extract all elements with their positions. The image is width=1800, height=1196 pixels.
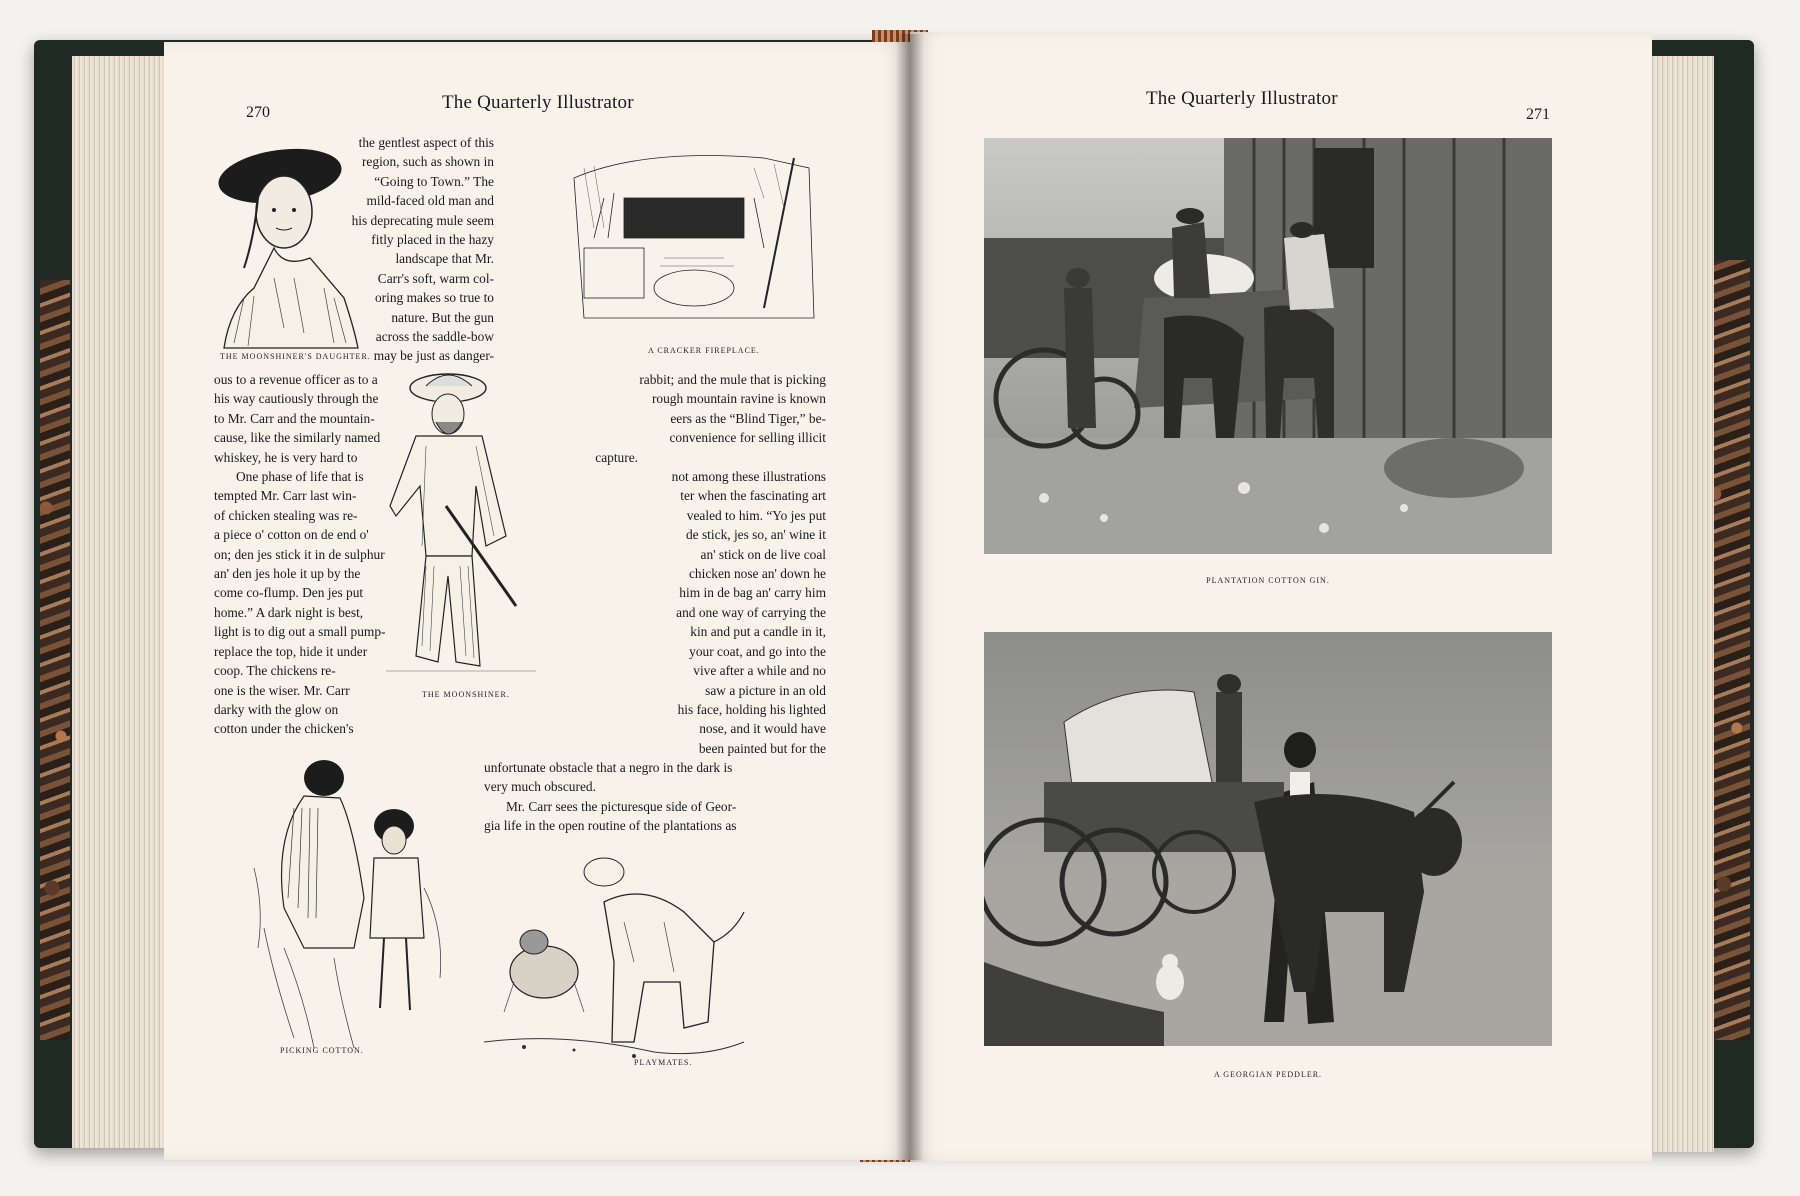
marbled-endpaper-left	[40, 280, 70, 1040]
caption-plantation-cotton-gin: PLANTATION COTTON GIN.	[1206, 576, 1330, 585]
text-column-d: unfortunate obstacle that a negro in the dark is very much obscured. Mr. Carr sees the picturesque side of Geor- gia life in the open routine of the plantations as	[484, 760, 737, 834]
book-gutter	[896, 34, 924, 1160]
running-head-right: The Quarterly Illustrator	[1146, 88, 1338, 109]
georgian-peddler-plate	[984, 632, 1552, 1046]
text-column-a: the gentlest aspect of this region, such as shown in “Going to Town.” The mild-faced old man and his deprecating mule seem fitly placed in the hazy landscape that Mr. Carr's soft, warm col- oring makes so true to nature. But the gun across the saddle-bow may be just as danger-	[351, 135, 494, 364]
running-head-left: The Quarterly Illustrator	[442, 92, 634, 113]
caption-moonshiners-daughter: THE MOONSHINER'S DAUGHTER.	[220, 352, 371, 361]
caption-georgian-peddler: A GEORGIAN PEDDLER.	[1213, 1070, 1323, 1079]
caption-cracker-fireplace: A CRACKER FIREPLACE.	[648, 346, 760, 355]
cracker-fireplace-illustration	[564, 138, 824, 338]
page-number-right: 271	[1526, 106, 1550, 123]
page-number-left: 270	[246, 104, 270, 121]
picking-cotton-illustration	[244, 748, 454, 1068]
text-column-c: rabbit; and the mule that is picking rough mountain ravine is known eers as the “Blind Tiger,” be- convenience for selling illicit capture. not among these illustrations ter when the fascinating art vealed to him. “Yo jes put de stick, jes so, an' wine it an' stick on de live coal chicken nose an' down he him in de bag an' carry him and one way of carrying the kin and put a candle in it, your coat, and go into the vive after a while and no saw a picture in an old his face, holding his lighted nose, and it would have been painted but for the	[595, 372, 826, 756]
left-page	[164, 42, 910, 1160]
playmates-illustration	[484, 842, 754, 1092]
page-edges-left	[72, 56, 172, 1148]
caption-moonshiner: THE MOONSHINER.	[422, 690, 510, 699]
right-page	[910, 32, 1652, 1162]
text-column-b: ous to a revenue officer as to a his way cautiously through the to Mr. Carr and the mountain- cause, like the similarly named whiskey, he is very hard to One phase of life that is tempted Mr. Carr last win- of chicken stealing was re- a piece o' cotton on de end o' on; den jes stick it in de sulphur an' den jes hole it up by the come co-flump. Den jes put home.” A dark night is best, light is to dig out a small pump- replace the top, hide it under coop. The chickens re- one is the wiser. Mr. Carr darky with the glow on cotton under the chicken's	[214, 372, 386, 737]
caption-picking-cotton: PICKING COTTON.	[280, 1046, 364, 1055]
caption-playmates: PLAYMATES.	[634, 1058, 693, 1067]
plantation-cotton-gin-plate	[984, 138, 1552, 554]
